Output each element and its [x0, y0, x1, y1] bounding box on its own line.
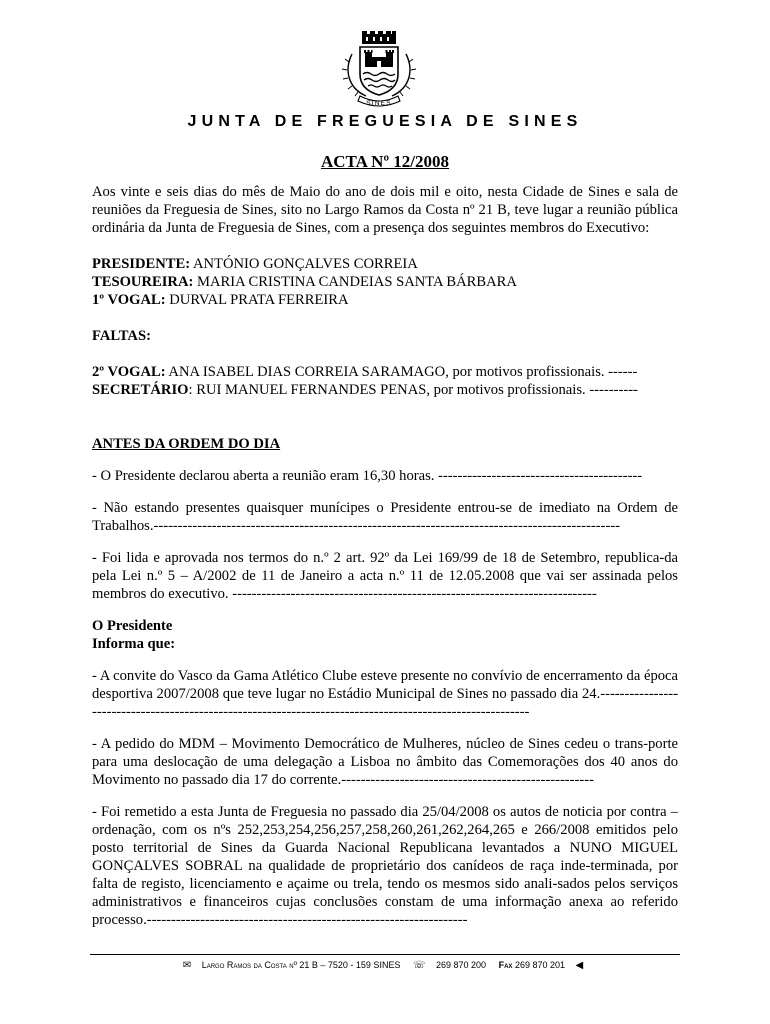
- member-role: TESOUREIRA:: [92, 274, 194, 290]
- document-body: [92, 183, 678, 929]
- footer-fax: 269 870 201: [514, 960, 565, 970]
- falta-line: [92, 381, 678, 399]
- phone-icon: ☏: [412, 960, 426, 971]
- faltas-heading: FALTAS:: [92, 328, 151, 344]
- falta-text: ANA ISABEL DIAS CORREIA SARAMAGO, por motivos profissionais. ------: [165, 364, 638, 380]
- envelope-icon: ✉: [182, 960, 192, 971]
- antes-paragraph: - O Presidente declarou aberta a reunião eram 16,30 horas. ------------------------------------------: [92, 468, 643, 484]
- crest-ribbon-label: SINES: [366, 100, 392, 107]
- members-list: [92, 255, 678, 309]
- falta-role: 2º VOGAL:: [92, 364, 166, 380]
- footer-phone: 269 870 200: [436, 960, 487, 970]
- falta-line: [92, 363, 678, 381]
- member-name: MARIA CRISTINA CANDEIAS SANTA BÁRBARA: [193, 274, 517, 290]
- member-name: DURVAL PRATA FERREIRA: [165, 292, 349, 308]
- footer-rule: [90, 954, 680, 955]
- member-role: PRESIDENTE:: [92, 256, 191, 272]
- informa-paragraph: - A convite do Vasco da Gama Atlético Clube esteve presente no convívio de encerramento da época desportiva 2007/2008 que teve lugar no Estádio Municipal de Sines no passado dia 24.----------------------------------------------------------------------------------------------------------: [92, 668, 678, 720]
- coat-of-arms-icon: [338, 30, 420, 110]
- organization-title: JUNTA DE FREGUESIA DE SINES: [187, 113, 583, 130]
- footer-address: Largo Ramos da Costa nº 21 B – 7520 - 159 SINES: [201, 960, 401, 970]
- antes-paragraph: - Foi lida e aprovada nos termos do n.º 2 art. 92º da Lei 169/99 de 18 de Setembro, republica-da pela Lei n.º 5 – A/2002 de 11 de Janeiro a acta n.º 11 de 12.05.2008 que vai ser assinada pelos membros do executivo. ---------------------------------------------------------------------------: [92, 550, 678, 602]
- page-footer: [0, 960, 770, 971]
- intro-paragraph: Aos vinte e seis dias do mês de Maio do ano de dois mil e oito, nesta Cidade de Sines e sala de reuniões da Freguesia de Sines, sito no Largo Ramos da Costa nº 21 B, teve lugar a reunião pública ordinária da Junta de Freguesia de Sines, com a presença dos seguintes membros do Executivo:: [92, 184, 678, 236]
- member-role: 1º VOGAL:: [92, 292, 166, 308]
- member-line: [92, 255, 678, 273]
- falta-role: SECRETÁRIO: [92, 382, 189, 398]
- presidente-heading: O Presidente: [92, 618, 173, 634]
- member-name: ANTÓNIO GONÇALVES CORREIA: [190, 256, 418, 272]
- antes-heading: ANTES DA ORDEM DO DIA: [92, 436, 281, 452]
- antes-paragraph: - Não estando presentes quaisquer munícipes o Presidente entrou-se de imediato na Ordem de Trabalhos.------------------------------------------------------------------------------------------------: [92, 500, 678, 534]
- acta-title: ACTA Nº 12/2008: [320, 152, 450, 171]
- member-line: [92, 273, 678, 291]
- informa-paragraph: - A pedido do MDM – Movimento Democrático de Mulheres, núcleo de Sines cedeu o trans-porte para uma deslocação de uma delegação a Lisboa no âmbito das Comemorações dos 40 anos do Movimento no passado dia 17 do corrente.----------------------------------------------------: [92, 736, 678, 788]
- member-line: [92, 291, 678, 309]
- informa-heading: Informa que:: [92, 636, 176, 652]
- triangle-left-icon: ◀: [575, 960, 584, 971]
- falta-text: : RUI MANUEL FERNANDES PENAS, por motivos profissionais. ----------: [188, 382, 638, 398]
- footer-fax-label: Fax: [498, 960, 513, 970]
- informa-paragraph: - Foi remetido a esta Junta de Freguesia no passado dia 25/04/2008 os autos de noticia por contra – ordenação, com os nºs 252,253,254,256,257,258,260,261,262,264,265 e 266/2008 emitidos pelo posto territorial de Sines da Guarda Nacional Republicana levantados a NUNO MIGUEL GONÇALVES SOBRAL na qualidade de proprietário dos canídeos de raça inde-terminada, por falta de registo, licenciamento e açaime ou trela, tendo os mesmos sido anali-sados pelos serviços administrativos e financeiros cujas conclusões constam de uma informação anexa ao referido processo.------------------------------------------------------------------: [92, 804, 678, 928]
